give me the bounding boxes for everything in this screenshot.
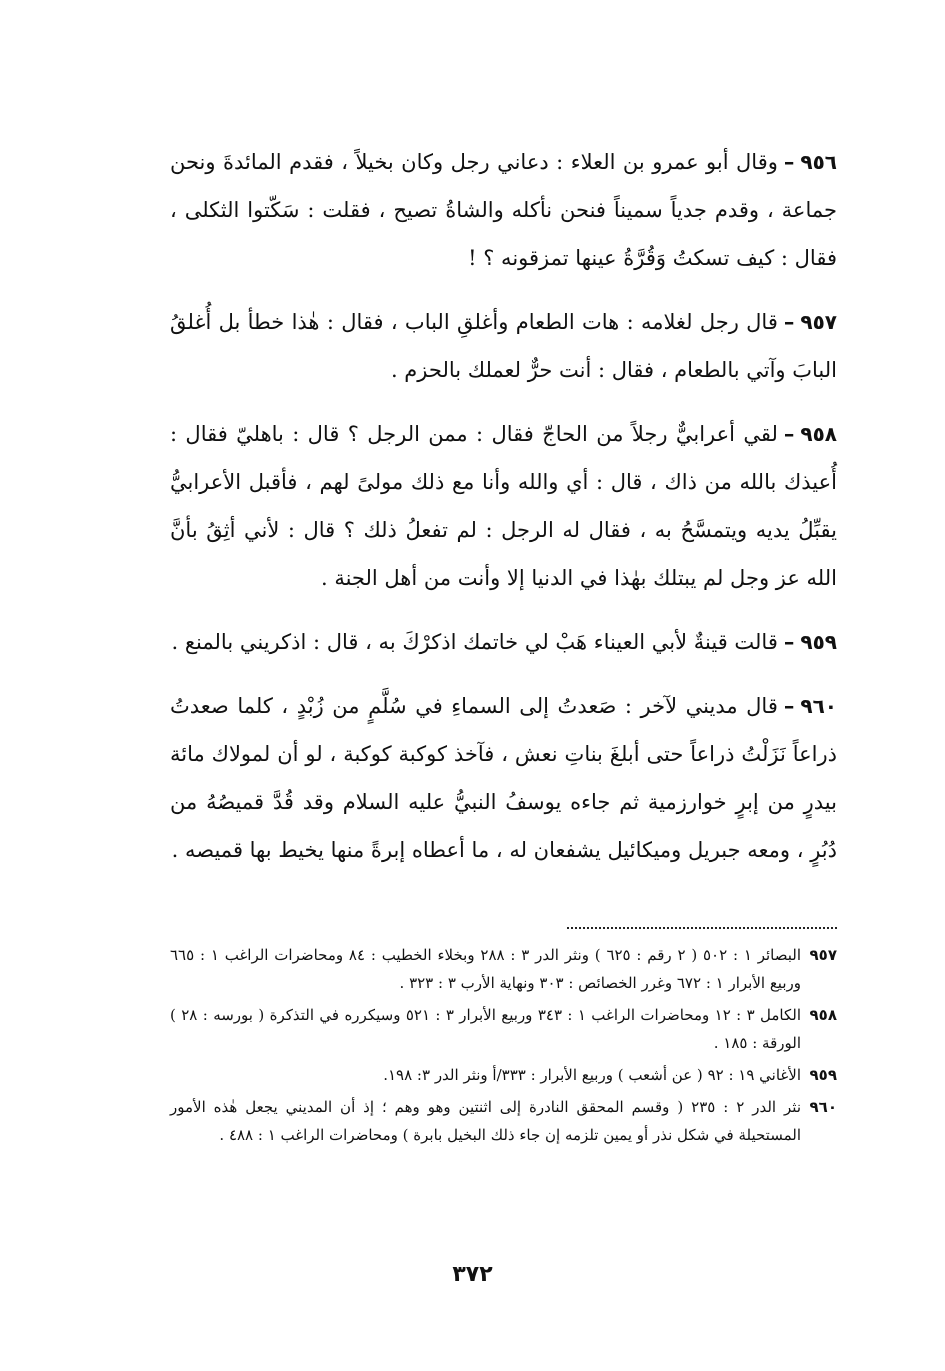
anecdote-dash: –	[783, 421, 795, 446]
anecdote-dash: –	[783, 149, 795, 174]
footnote-number: ٩٥٧	[809, 946, 837, 964]
footnote-item	[170, 1093, 837, 1149]
anecdote-number: ٩٥٩	[800, 630, 837, 654]
footnote-text: الأغاني ١٩ : ٩٢ ( عن أشعب ) وربيع الأبرار : ٣٣٣/أ ونثر الدر ٣: ١٩٨.	[383, 1066, 801, 1084]
anecdote-paragraph	[170, 410, 837, 602]
anecdote-text: قال رجل لغلامه : هات الطعام وأغلقِ الباب ، فقال : هٰذا خطأ بل أُغلقُ البابَ وآتي بالطعام ، فقال : أنت حرٌّ لعملك بالحزم .	[170, 310, 837, 382]
anecdote-paragraph	[170, 138, 837, 282]
anecdote-number: ٩٥٦	[800, 150, 837, 174]
page-number: ٣٧٢	[452, 1262, 493, 1287]
anecdote-paragraph	[170, 682, 837, 874]
footnote-divider	[567, 927, 837, 929]
main-text	[170, 138, 837, 890]
footnote-item	[170, 1001, 837, 1057]
footnote-text: البصائر ١ : ٥٠٢ ( ٢ رقم : ٦٢٥ ) ونثر الدر ٣ : ٢٨٨ وبخلاء الخطيب : ٨٤ ومحاضرات الراغب ١ : ٦٦٥ وربيع الأبرار ١ : ٦٧٢ وغرر الخصائص : ٣٠٣ ونهاية الأرب ٣ : ٣٢٣ .	[170, 946, 802, 992]
anecdote-paragraph	[170, 618, 837, 666]
anecdote-dash: –	[783, 693, 795, 718]
anecdote-dash: –	[783, 309, 795, 334]
anecdote-text: وقال أبو عمرو بن العلاء : دعاني رجل وكان بخيلاً ، فقدم المائدةَ ونحن جماعة ، وقدم جدياً سميناً فنحن نأكله والشاةُ تصيح ، فقلت : سَكّتوا الثكلى ، فقال : كيف تسكتُ وَقُرَّةُ عينها تمزقونه ؟ !	[170, 150, 837, 270]
footnote-number: ٩٥٨	[809, 1006, 837, 1024]
footnote-text: نثر الدر ٢ : ٢٣٥ ( وقسم المحقق النادرة إلى اثنتين وهو وهم ؛ إذ أن المديني يجعل هٰذه الأمور المستحيلة في شكل نذر أو يمين تلزمه إن جاء ذلك البخيل بابرة ) ومحاضرات الراغب ١ : ٤٨٨ .	[170, 1098, 801, 1144]
footnotes	[170, 941, 837, 1153]
anecdote-text: قالت قينةٌ لأبي العيناء هَبْ لي خاتمك اذكرْكَ به ، قال : اذكريني بالمنع .	[171, 630, 778, 654]
anecdote-text: لقي أعرابيٌّ رجلاً من الحاجّ فقال : ممن الرجل ؟ قال : باهليّ فقال : أُعيذك بالله من ذاك ، قال : أي والله وأنا مع ذلك مولىً لهم ، فأقبل الأعرابيُّ يقبِّلُ يديه ويتمسَّحُ به ، فقال له الرجل : لم تفعلُ ذلك ؟ قال : لأني أثِقُ بأنَّ الله عز وجل لم يبتلك بهٰذا في الدنيا إلا وأنت من أهل الجنة .	[170, 422, 837, 590]
footnote-item	[170, 941, 837, 997]
anecdote-number: ٩٥٨	[800, 422, 837, 446]
footnote-item	[170, 1061, 837, 1089]
anecdote-paragraph	[170, 298, 837, 394]
anecdote-number: ٩٦٠	[800, 694, 837, 718]
anecdote-text: قال مديني لآخر : صَعدتُ إلى السماءِ في سُلَّمٍ من زُبْدٍ ، كلما صعدتُ ذراعاً نَزَلْتُ ذراعاً حتى أبلغَ بناتِ نعش ، فآخذ كوكبة كوكبة ، لو أن لمولاك مائة بيدرٍ من إبرٍ خوارزمية ثم جاءه يوسفُ النبيُّ عليه السلام وقد قُدَّ قميصُهُ من دُبُرٍ ، ومعه جبريل وميكائيل يشفعان له ، ما أعطاه إبرةً منها يخيط بها قميصه .	[170, 694, 837, 862]
anecdote-dash: –	[783, 629, 795, 654]
footnote-text: الكامل ٣ : ١٢ ومحاضرات الراغب ١ : ٣٤٣ وربيع الأبرار ٣ : ٥٢١ وسيكرره في التذكرة ( بورسه : ٢٨ ) الورقة : ١٨٥ .	[170, 1006, 802, 1052]
anecdote-number: ٩٥٧	[800, 310, 837, 334]
footnote-number: ٩٦٠	[809, 1098, 837, 1116]
footnote-number: ٩٥٩	[809, 1066, 837, 1084]
